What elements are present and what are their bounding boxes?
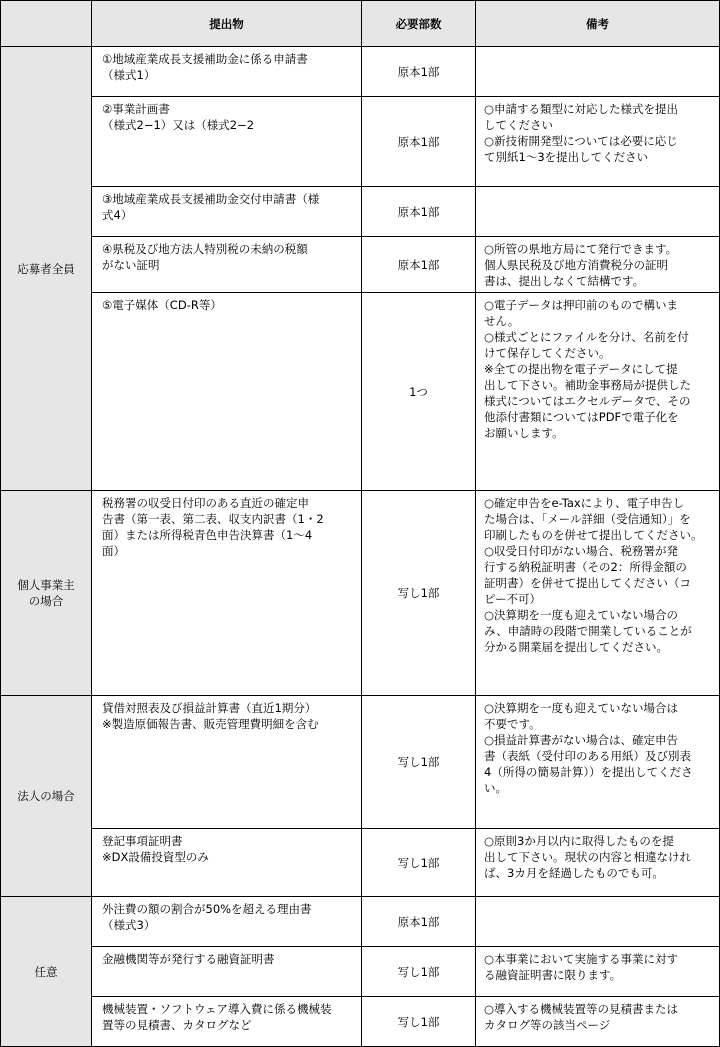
text-line: ○電子データは押印前のもので構いま	[484, 298, 679, 312]
category-label: 応募者全員	[17, 261, 75, 276]
text-line: ※全ての提出物を電子データにして提	[484, 362, 678, 376]
item-cell	[92, 47, 362, 97]
copies-cell: 写し1部	[362, 829, 476, 897]
item-cell	[92, 491, 362, 696]
text-line: ば、3カ月を経過したものでも可。	[484, 866, 664, 880]
copies-cell: 写し1部	[362, 947, 476, 997]
item-cell	[92, 897, 362, 947]
text-line: がない証明	[102, 258, 160, 272]
text-line: ○収受日付印がない場合、税務署が発	[484, 544, 679, 558]
category-label: 法人の場合	[17, 789, 75, 803]
text-line: 面）	[102, 544, 125, 558]
item-cell	[92, 947, 362, 997]
item-cell	[92, 97, 362, 187]
category-all-applicants	[1, 47, 92, 491]
text-line: 印刷したものを併せて提出してください。	[484, 528, 703, 542]
category-label: の場合	[28, 594, 64, 608]
table-header-row	[1, 1, 720, 47]
text-line: ④県税及び地方法人特別税の未納の税額	[102, 242, 308, 256]
text-line: 置等の見積書、カタログなど	[102, 1018, 252, 1032]
text-line: い。	[484, 781, 507, 795]
note-cell	[476, 897, 720, 947]
text-line: 面）または所得税青色申告決算書（1〜4	[102, 528, 313, 542]
item-cell	[92, 237, 362, 293]
text-line: ②事業計画書	[102, 102, 170, 116]
text-line: 不要です。	[484, 717, 541, 731]
note-cell	[476, 696, 720, 829]
text-line: してください	[484, 118, 553, 132]
text-line: ○本事業において実施する事業に対す	[484, 952, 679, 966]
text-line: （様式1）	[102, 68, 156, 82]
text-line: ○確定申告をe-Taxにより、電子申告し	[484, 496, 685, 510]
text-line: ①地域産業成長支援補助金に係る申請書	[102, 52, 308, 66]
header-category	[1, 1, 92, 47]
text-line: 分かる開業届を提出してください。	[484, 640, 668, 654]
table-row	[1, 997, 720, 1047]
text-line: 登記事項証明書	[102, 834, 183, 848]
text-line: （様式2−1）又は（様式2−2	[102, 118, 255, 132]
table-row	[1, 293, 720, 491]
text-line: ③地域産業成長支援補助金交付申請書（様	[102, 192, 320, 206]
note-cell	[476, 97, 720, 187]
text-line: 機械装置・ソフトウェア導入費に係る機械装	[102, 1002, 332, 1016]
text-line: み、申請時の段階で開業していることが	[484, 624, 692, 638]
text-line: けて保存してください。	[484, 346, 611, 360]
table-row	[1, 829, 720, 897]
table-row	[1, 897, 720, 947]
text-line: ※製造原価報告書、販売管理費明細を含む	[102, 717, 319, 731]
text-line: お願いします。	[484, 426, 564, 440]
text-line: 金融機関等が発行する融資証明書	[102, 952, 275, 966]
note-cell	[476, 491, 720, 696]
text-line: ○決算期を一度も迎えていない場合は	[484, 701, 679, 715]
text-line: （様式3）	[102, 918, 156, 932]
text-line: 書は、提出しなくて結構です。	[484, 274, 645, 288]
copies-cell: 原本1部	[362, 187, 476, 237]
text-line: ○所管の県地方局にて発行できます。	[484, 242, 678, 256]
header-item: 提出物	[92, 1, 362, 47]
text-line: ○導入する機械装置等の見積書または	[484, 1002, 679, 1016]
text-line: せん。	[484, 314, 520, 328]
text-line: ○新技術開発型については必要に応じ	[484, 134, 678, 148]
category-corporation	[1, 696, 92, 897]
table-row	[1, 237, 720, 293]
item-cell	[92, 696, 362, 829]
text-line: ○原則3か月以内に取得したものを提	[484, 834, 674, 848]
table-row	[1, 47, 720, 97]
note-cell	[476, 47, 720, 97]
copies-cell: 原本1部	[362, 897, 476, 947]
text-line: 行する納税証明書（その2：所得金額の	[484, 560, 687, 574]
note-cell	[476, 237, 720, 293]
table-row	[1, 491, 720, 696]
text-line: ○様式ごとにファイルを分け、名前を付	[484, 330, 689, 344]
text-line: 証明書）を併せて提出してください（コ	[484, 576, 691, 590]
text-line: 告書（第一表、第二表、収支内訳書（1・2	[102, 512, 324, 526]
table-row	[1, 187, 720, 237]
table-row	[1, 696, 720, 829]
category-sole-proprietor	[1, 491, 92, 696]
category-optional	[1, 897, 92, 1047]
text-line: 式4）	[102, 208, 133, 222]
item-cell	[92, 187, 362, 237]
note-cell	[476, 293, 720, 491]
text-line: ⑤電子媒体（CD-R等）	[102, 298, 222, 312]
text-line: ○決算期を一度も迎えていない場合の	[484, 608, 679, 622]
text-line: ○損益計算書がない場合は、確定申告	[484, 733, 679, 747]
text-line: て別紙1〜3を提出してください	[484, 150, 649, 164]
header-copies: 必要部数	[362, 1, 476, 47]
text-line: 様式についてはエクセルデータで、その	[484, 394, 691, 408]
copies-cell: 1つ	[362, 293, 476, 491]
note-cell	[476, 829, 720, 897]
text-line: ※DX設備投資型のみ	[102, 850, 209, 864]
text-line: 出して下さい。現状の内容と相違なけれ	[484, 850, 691, 864]
note-cell	[476, 947, 720, 997]
text-line: 個人県民税及び地方消費税分の証明	[484, 258, 668, 272]
table-row	[1, 947, 720, 997]
copies-cell: 写し1部	[362, 491, 476, 696]
category-label: 個人事業主	[17, 578, 75, 592]
text-line: る融資証明書に限ります。	[484, 968, 622, 982]
copies-cell: 原本1部	[362, 237, 476, 293]
text-line: た場合は、「メール詳細（受信通知）」を	[484, 512, 691, 526]
text-line: 外注費の額の割合が50%を超える理由書	[102, 902, 312, 916]
text-line: カタログ等の該当ページ	[484, 1018, 611, 1032]
note-cell	[476, 187, 720, 237]
text-line: 書（表紙（受付印のある用紙）及び別表	[484, 749, 691, 763]
header-note: 備考	[476, 1, 720, 47]
text-line: 他添付書類についてはPDFで電子化を	[484, 410, 679, 424]
text-line: 貸借対照表及び損益計算書（直近1期分）	[102, 701, 317, 715]
text-line: ピー不可）	[484, 592, 542, 606]
category-label: 任意	[34, 964, 58, 979]
text-line: ○申請する類型に対応した様式を提出	[484, 102, 679, 116]
item-cell	[92, 997, 362, 1047]
item-cell	[92, 829, 362, 897]
copies-cell: 原本1部	[362, 47, 476, 97]
copies-cell: 写し1部	[362, 696, 476, 829]
note-cell	[476, 997, 720, 1047]
table-row	[1, 97, 720, 187]
copies-cell: 原本1部	[362, 97, 476, 187]
text-line: 4（所得の簡易計算））を提出してくださ	[484, 765, 693, 779]
text-line: 出して下さい。補助金事務局が提供した	[484, 378, 691, 392]
item-cell	[92, 293, 362, 491]
text-line: 税務署の収受日付印のある直近の確定申	[102, 496, 309, 510]
copies-cell: 写し1部	[362, 997, 476, 1047]
table-body	[1, 47, 720, 1047]
